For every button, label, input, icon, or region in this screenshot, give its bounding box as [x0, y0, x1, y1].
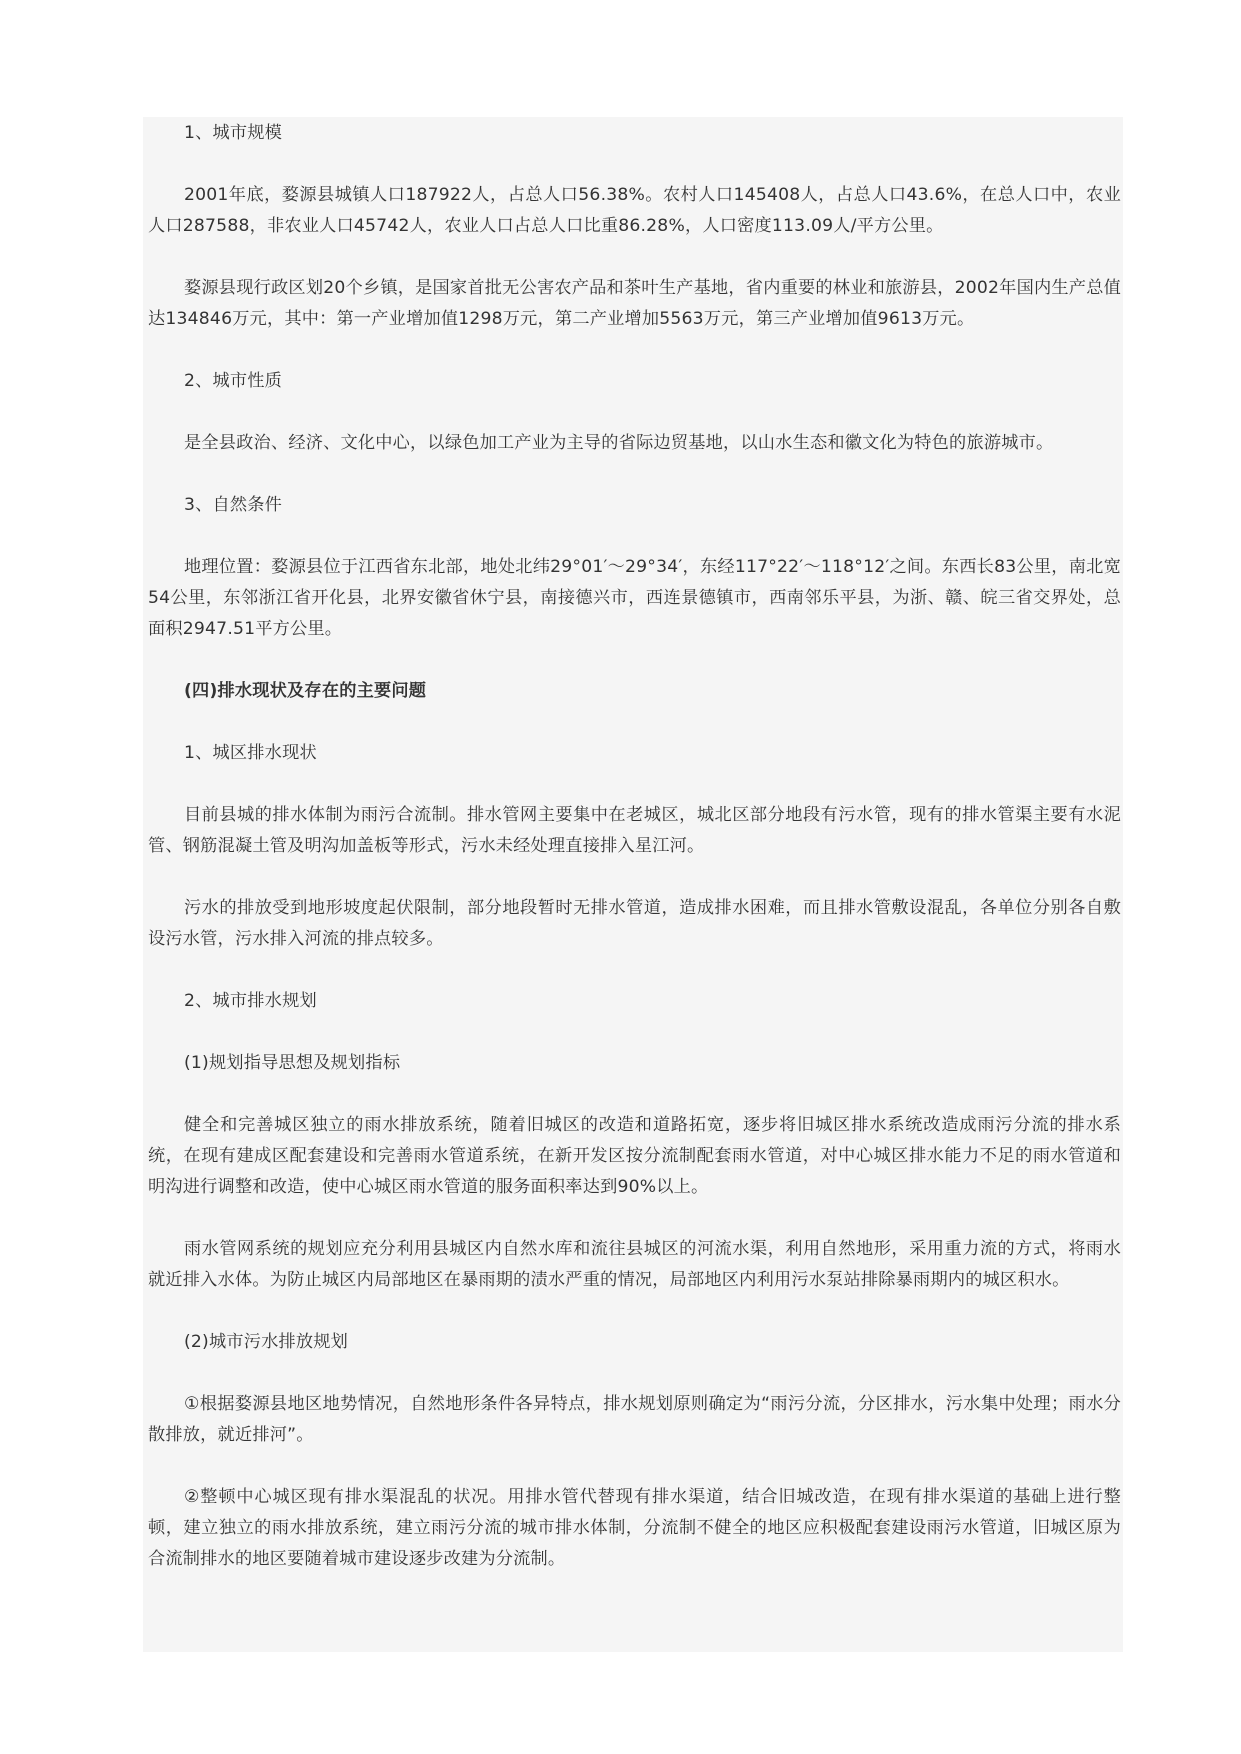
section-heading-drainage-plan: 2、城市排水规划	[184, 991, 317, 1011]
paragraph-administration-gdp: 婺源县现行政区划20个乡镇，是国家首批无公害农产品和茶叶生产基地，省内重要的林业和旅游县，2002年国内生产总值达134846万元，其中：第一产业增加值1298万元，第二产业增加5563万元，第三产业增加值9613万元。	[148, 278, 1121, 329]
subsection-heading-guiding-ideas: (1)规划指导思想及规划指标	[184, 1053, 401, 1073]
paragraph-rectification: ②整顿中心城区现有排水渠混乱的状况。用排水管代替现有排水渠道，结合旧城改造，在现有排水渠道的基础上进行整顿，建立独立的雨水排放系统，建立雨污分流的城市排水体制，分流制不健全的地区应积极配套建设雨污水管道，旧城区原为合流制排水的地区要随着城市建设逐步改建为分流制。	[148, 1487, 1121, 1569]
paragraph-rainwater-system: 健全和完善城区独立的雨水排放系统，随着旧城区的改造和道路拓宽，逐步将旧城区排水系统改造成雨污分流的排水系统，在现有建成区配套建设和完善雨水管道系统，在新开发区按分流制配套雨水管道，对中心城区排水能力不足的雨水管道和明沟进行调整和改造，使中心城区雨水管道的服务面积率达到90%以上。	[148, 1115, 1121, 1197]
paragraph-geography: 地理位置：婺源县位于江西省东北部，地处北纬29°01′～29°34′，东经117°22′～118°12′之间。东西长83公里，南北宽54公里，东邻浙江省开化县，北界安徽省休宁县，南接德兴市，西连景德镇市，西南邻乐平县，为浙、赣、皖三省交界处，总面积2947.51平方公里。	[148, 557, 1121, 639]
paragraph-drainage-system: 目前县城的排水体制为雨污合流制。排水管网主要集中在老城区，城北区部分地段有污水管，现有的排水管渠主要有水泥管、钢筋混凝土管及明沟加盖板等形式，污水未经处理直接排入星江河。	[148, 805, 1121, 856]
paragraph-plan-principle: ①根据婺源县地区地势情况，自然地形条件各异特点，排水规划原则确定为“雨污分流，分区排水，污水集中处理；雨水分散排放，就近排河”。	[148, 1394, 1121, 1445]
section-heading-natural-conditions: 3、自然条件	[184, 495, 283, 515]
paragraph-rainwater-network: 雨水管网系统的规划应充分利用县城区内自然水库和流往县城区的河流水渠，利用自然地形，采用重力流的方式，将雨水就近排入水体。为防止城区内局部地区在暴雨期的渍水严重的情况，局部地区内利用污水泵站排除暴雨期内的城区积水。	[148, 1239, 1121, 1290]
paragraph-population: 2001年底，婺源县城镇人口187922人，占总人口56.38%。农村人口145408人，占总人口43.6%，在总人口中，农业人口287588，非农业人口45742人，农业人口占总人口比重86.28%，人口密度113.09人/平方公里。	[148, 185, 1121, 236]
section-heading-city-nature: 2、城市性质	[184, 371, 283, 391]
paragraph-city-nature: 是全县政治、经济、文化中心，以绿色加工产业为主导的省际边贸基地，以山水生态和徽文化为特色的旅游城市。	[184, 433, 1054, 453]
paragraph-sewage-problems: 污水的排放受到地形坡度起伏限制，部分地段暂时无排水管道，造成排水困难，而且排水管敷设混乱，各单位分别各自敷设污水管，污水排入河流的排点较多。	[148, 898, 1121, 949]
document-body	[148, 118, 1121, 1606]
chapter-heading-drainage: (四)排水现状及存在的主要问题	[184, 681, 427, 701]
subsection-heading-sewage-plan: (2)城市污水排放规划	[184, 1332, 349, 1352]
section-heading-drainage-status: 1、城区排水现状	[184, 743, 317, 763]
section-heading-city-scale: 1、城市规模	[184, 123, 283, 143]
